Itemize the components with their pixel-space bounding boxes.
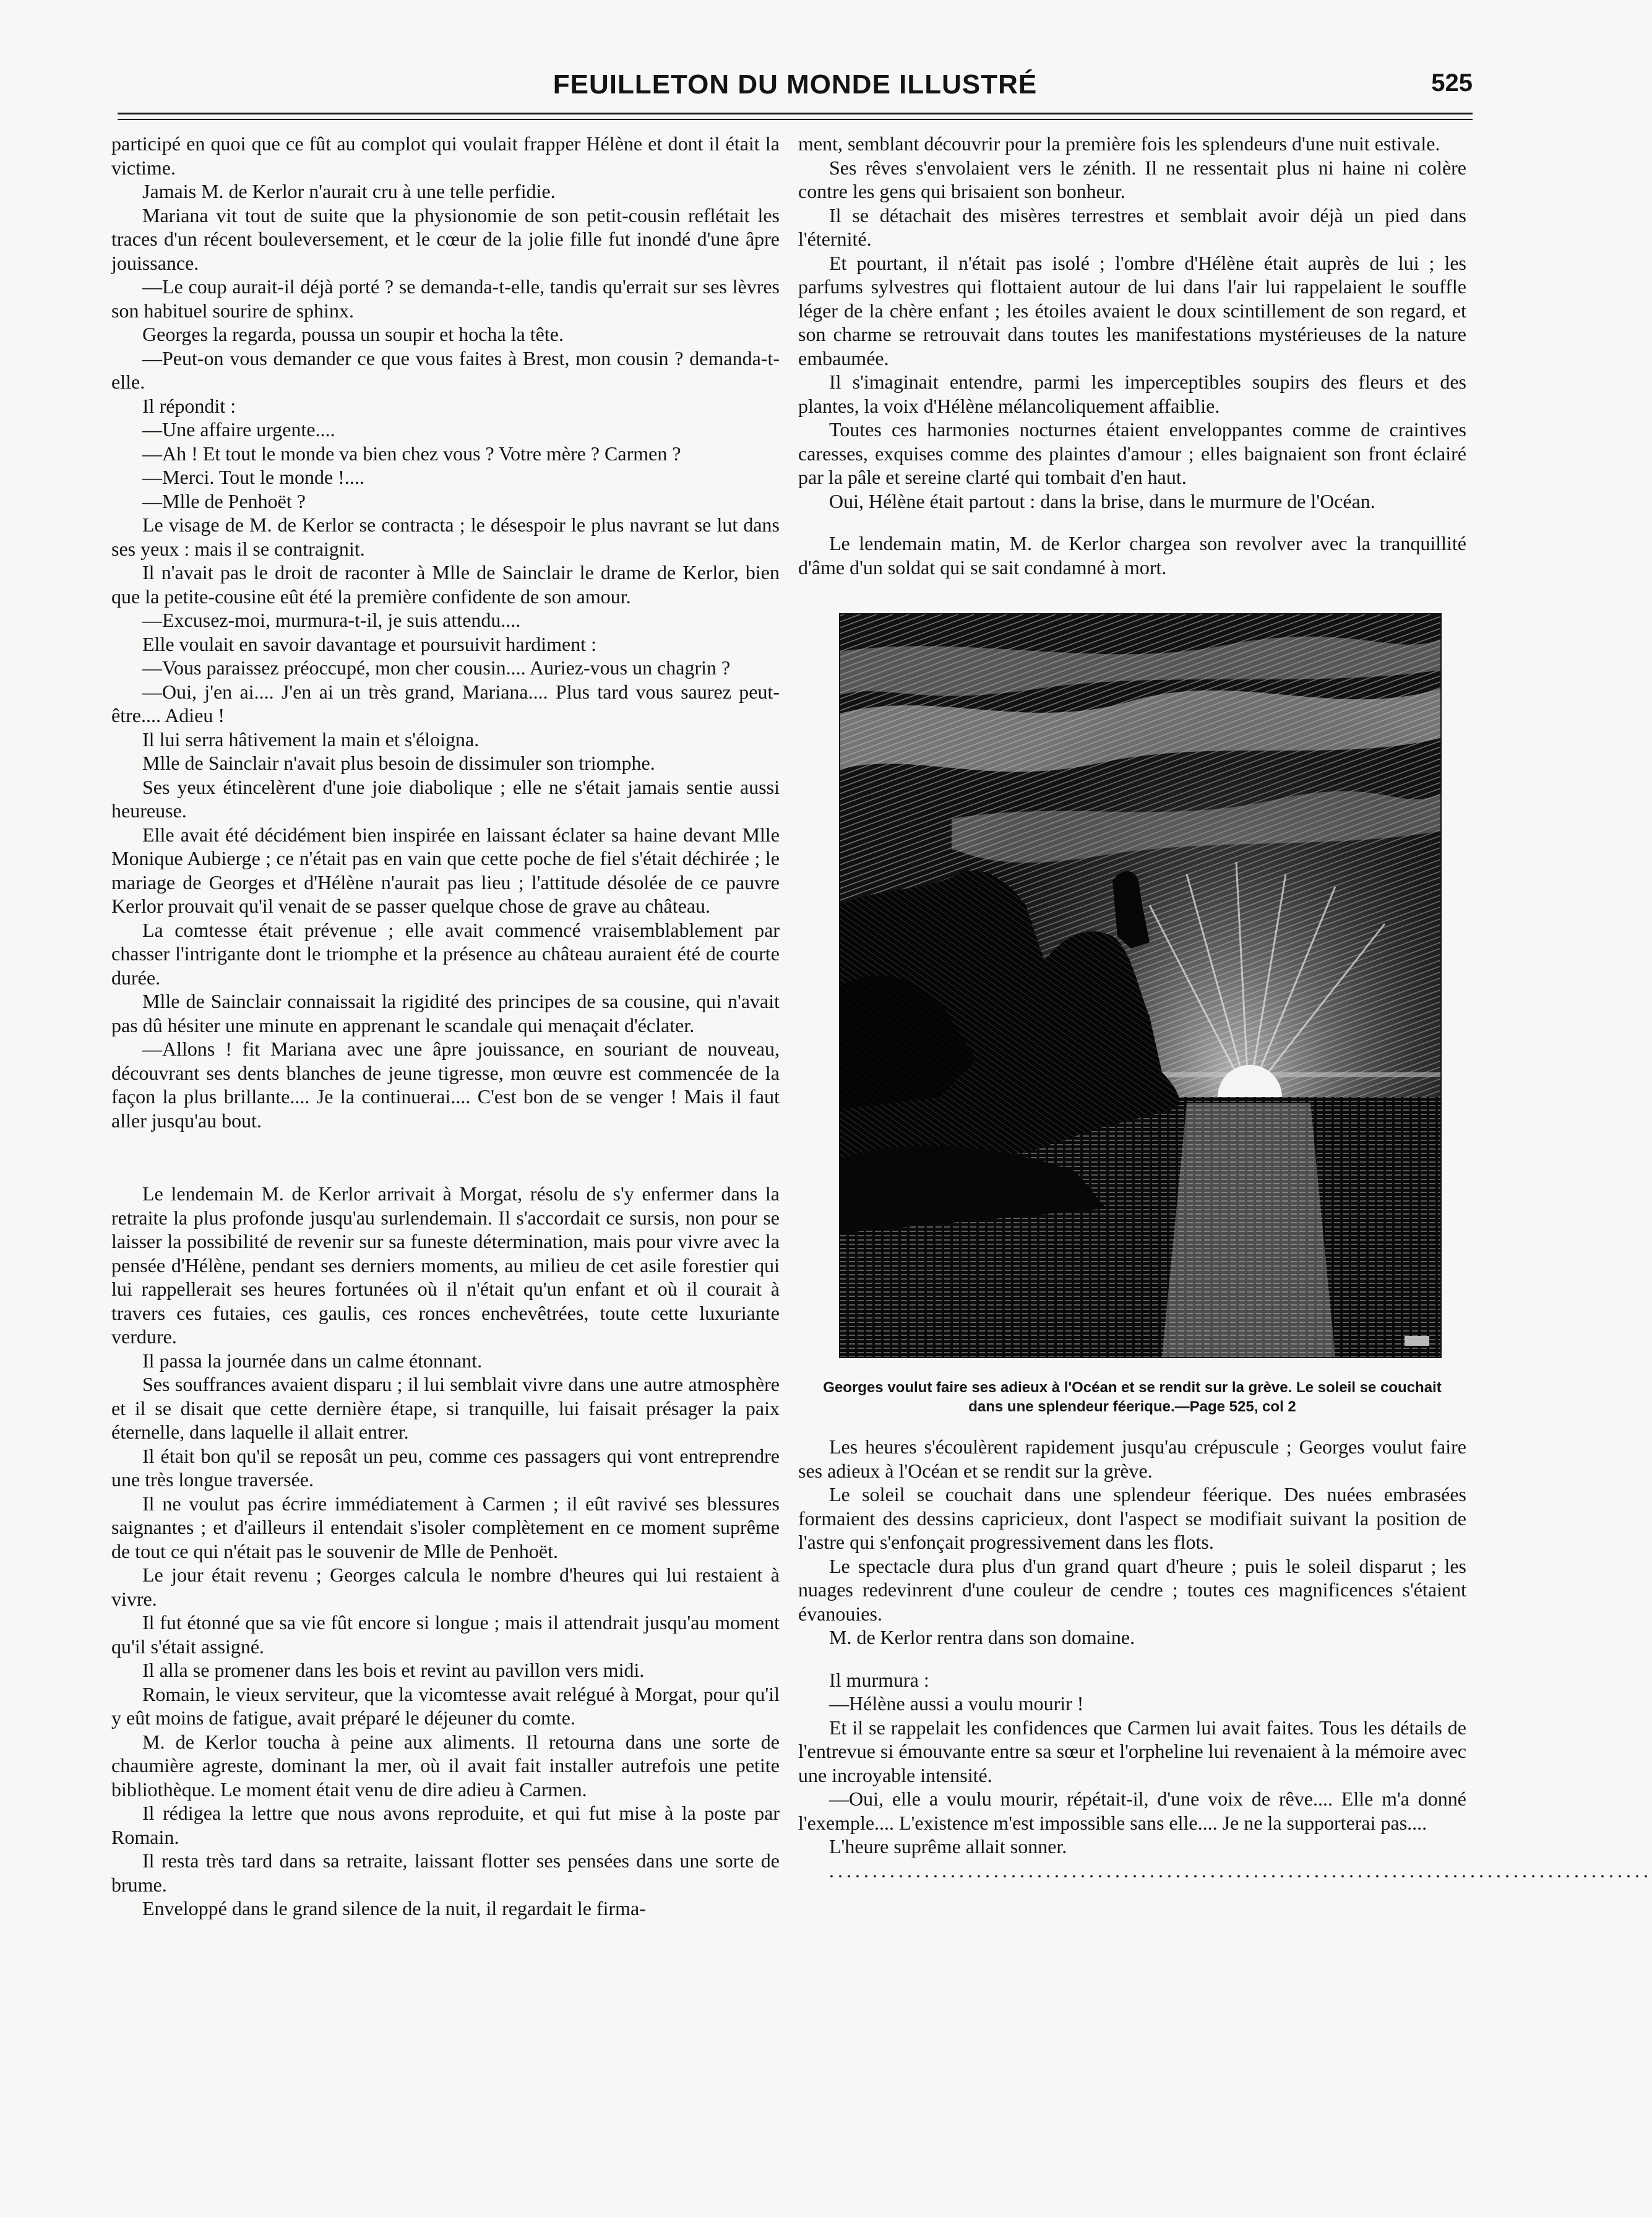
paragraph: Le lendemain M. de Kerlor arrivait à Morgat, résolu de s'y enfermer dans la retraite la plus profonde jusqu'au surlendemain. Il s'accordait ce sursis, non pour se laisser la possibilité de revenir sur sa funeste détermination, mais pour vivre avec la pensée d'Hélène, pendant ses derniers moments, au milieu de cet asile forestier qui lui rappellerait ses heures fortunées où il n'était qu'un enfant et où il courait à travers ces futaies, ces gaulis, ces ronces enchevêtrées, toute cette luxuriante verdure.: [111, 1182, 780, 1348]
paragraph: Mariana vit tout de suite que la physionomie de son petit-cousin reflétait les traces d'un récent bouleversement, et le cœur de la jolie fille fut inondé d'une âpre jouissance.: [111, 204, 780, 274]
paragraph: Il était bon qu'il se reposât un peu, comme ces passagers qui vont entreprendre une très longue traversée.: [111, 1444, 780, 1491]
paragraph: —Merci. Tout le monde !....: [142, 466, 364, 488]
paragraph: Il resta très tard dans sa retraite, laissant flotter ses pensées dans une sorte de brume.: [111, 1849, 780, 1896]
paragraph: L'heure suprême allait sonner.: [829, 1835, 1067, 1858]
paragraph: Les heures s'écoulèrent rapidement jusqu'au crépuscule ; Georges voulut faire ses adieux à l'Océan et se rendit sur la grève.: [798, 1436, 1466, 1482]
paragraph: Georges la regarda, poussa un soupir et hocha la tête.: [142, 323, 564, 345]
paragraph: —Mlle de Penhoët ?: [142, 489, 306, 512]
paragraph: Il murmura :: [829, 1668, 929, 1691]
paragraph: —Hélène aussi a voulu mourir !: [829, 1692, 1084, 1715]
paragraph: Il n'avait pas le droit de raconter à Mlle de Sainclair le drame de Kerlor, bien que la petite-cousine eût été la première confidente de son amour.: [111, 561, 780, 608]
spacer: [798, 1416, 1466, 1435]
paragraph: —Le coup aurait-il déjà porté ? se demanda-t-elle, tandis qu'errait sur ses lèvres son habituel sourire de sphinx.: [111, 275, 780, 322]
paragraph: Il fut étonné que sa vie fût encore si longue ; mais il attendrait jusqu'au moment qu'il s'était assigné.: [111, 1611, 780, 1658]
paragraph: Ses rêves s'envolaient vers le zénith. Il ne ressentait plus ni haine ni colère contre les gens qui brisaient son bonheur.: [798, 156, 1466, 202]
paragraph: Il alla se promener dans les bois et revint au pavillon vers midi.: [142, 1659, 645, 1681]
paragraph: Il s'imaginait entendre, parmi les imperceptibles soupirs des fleurs et des plantes, la voix d'Hélène mélancoliquement affaiblie.: [798, 371, 1466, 417]
header-rule: [118, 113, 1473, 114]
header-rule-double: [118, 119, 1473, 120]
paragraph: Le jour était revenu ; Georges calcula le nombre d'heures qui lui restaient à vivre.: [111, 1564, 780, 1610]
paragraph: Le visage de M. de Kerlor se contracta ; le désespoir le plus navrant se lut dans ses yeux : mais il se contraignit.: [111, 514, 780, 560]
section-break: [798, 1650, 1466, 1668]
page-header: [118, 69, 1473, 106]
paragraph: participé en quoi que ce fût au complot qui voulait frapper Hélène et dont il était la victime.: [111, 132, 780, 179]
page-number: 525: [1431, 69, 1473, 97]
paragraph: Il passa la journée dans un calme étonnant.: [142, 1349, 483, 1372]
section-break: [798, 513, 1466, 532]
artist-signature: [1405, 1336, 1429, 1346]
paragraph: Jamais M. de Kerlor n'aurait cru à une telle perfidie.: [142, 180, 556, 202]
paragraph: Mlle de Sainclair n'avait plus besoin de dissimuler son triomphe.: [142, 752, 655, 774]
paragraph: —Oui, j'en ai.... J'en ai un très grand, Mariana.... Plus tard vous saurez peut-être.... Adieu !: [111, 680, 780, 726]
paragraph: Et pourtant, il n'était pas isolé ; l'ombre d'Hélène était auprès de lui ; les parfums sylvestres qui flottaient autour de lui dans l'air lui rappelaient le souffle léger de la chère enfant ; les étoiles avaient le doux scintillement de son regard, et son charme se retrouvait dans toutes les manifestations mystérieuses de la nature embaumée.: [798, 251, 1466, 369]
paragraph: Mlle de Sainclair connaissait la rigidité des principes de sa cousine, qui n'avait pas dû hésiter une minute en apprenant le scandale qui menaçait d'éclater.: [111, 990, 780, 1036]
paragraph: —Allons ! fit Mariana avec une âpre jouissance, en souriant de nouveau, découvrant ses dents blanches de jeune tigresse, mon œuvre est commencée de la façon la plus brillante.... Je la continuerai.... C'est bon de se venger ! Mais il faut aller jusqu'au bout.: [111, 1038, 780, 1132]
paragraph: —Vous paraissez préoccupé, mon cher cousin.... Auriez-vous un chagrin ?: [142, 656, 731, 679]
paragraph: Le spectacle dura plus d'un grand quart d'heure ; puis le soleil disparut ; les nuages redevinrent d'une couleur de cendre ; toutes ces magnificences s'étaient évanouies.: [798, 1554, 1466, 1625]
paragraph: Ses yeux étincelèrent d'une joie diabolique ; elle ne s'était jamais sentie aussi heureuse.: [111, 775, 780, 822]
paragraph: M. de Kerlor toucha à peine aux aliments. Il retourna dans une sorte de chaumière agreste, dominant la mer, où il avait fait installer autrefois une petite bibliothèque. Le moment était venu de dire adieu à Carmen.: [111, 1730, 780, 1801]
sunset-seascape-engraving: [840, 614, 1440, 1357]
paragraph: —Excusez-moi, murmura-t-il, je suis attendu....: [142, 609, 521, 631]
right-column: [798, 132, 1652, 1882]
paragraph: Il ne voulut pas écrire immédiatement à Carmen ; il eût ravivé ses blessures saignantes ; et d'ailleurs il entendait s'isoler complètement en ce moment suprême de tout ce qui n'était pas le souvenir de Mlle de Penhoët.: [111, 1492, 780, 1562]
paragraph: —Ah ! Et tout le monde va bien chez vous ? Votre mère ? Carmen ?: [142, 442, 681, 465]
paragraph: La comtesse était prévenue ; elle avait commencé vraisemblablement par chasser l'intrigante dont le triomphe et la présence au château auraient été de courte durée.: [111, 918, 780, 989]
paragraph: Toutes ces harmonies nocturnes étaient enveloppantes comme de craintives caresses, exquises comme des plaintes d'amour ; elles baignaient son front éclairé par la pâle et sereine clarté qui tombait d'en haut.: [798, 418, 1466, 488]
illustration-caption: Georges voulut faire ses adieux à l'Océan et se rendit sur la grève. Le soleil se couchait dans une splendeur féerique.—Page 525, col 2: [823, 1379, 1442, 1415]
paragraph: Oui, Hélène était partout : dans la brise, dans le murmure de l'Océan.: [829, 489, 1375, 512]
paragraph: Elle voulait en savoir davantage et poursuivit hardiment :: [142, 632, 597, 655]
paragraph: —Une affaire urgente....: [142, 418, 335, 441]
paragraph: Il lui serra hâtivement la main et s'éloigna.: [142, 728, 480, 751]
left-column: [111, 132, 780, 1921]
paragraph: —Peut-on vous demander ce que vous faites à Brest, mon cousin ? demanda-t-elle.: [111, 347, 780, 393]
paragraph: Il se détachait des misères terrestres et semblait avoir déjà un pied dans l'éternité.: [798, 204, 1466, 250]
section-break: [111, 1132, 780, 1182]
paragraph: Elle avait été décidément bien inspirée en laissant éclater sa haine devant Mlle Monique Aubierge ; ce n'était pas en vain que cette poche de fiel s'était déchirée ; le mariage de Georges et d'Hélène n'aurait pas lieu ; l'attitude désolée de ce pauvre Kerlor prouvait qu'il venait de se passer quelque chose de grave au château.: [111, 823, 780, 917]
paragraph: M. de Kerlor rentra dans son domaine.: [829, 1626, 1135, 1648]
paragraph: ment, semblant découvrir pour la première fois les splendeurs d'une nuit estivale.: [798, 132, 1440, 155]
ellipsis-line: ...............................................................................................: [829, 1859, 1652, 1882]
paragraph: Ses souffrances avaient disparu ; il lui semblait vivre dans une autre atmosphère et il se disait que cette dernière étape, si tranquille, lui faisait présager la paix éternelle, dans laquelle il allait entrer.: [111, 1373, 780, 1443]
paragraph: Enveloppé dans le grand silence de la nuit, il regardait le firma-: [142, 1897, 646, 1919]
paragraph: Le soleil se couchait dans une splendeur féerique. Des nuées embrasées formaient des dessins capricieux, dont l'aspect se modifiait suivant la position de l'astre qui s'enfonçait progressivement dans les flots.: [798, 1483, 1466, 1553]
paragraph: Et il se rappelait les confidences que Carmen lui avait faites. Tous les détails de l'entrevue si émouvante entre sa sœur et l'orpheline lui revenaient à la mémoire avec une incroyable intensité.: [798, 1716, 1466, 1786]
paragraph: —Oui, elle a voulu mourir, répétait-il, d'une voix de rêve.... Elle m'a donné l'exemple.... L'existence m'est impossible sans elle.... Je ne la supporterai pas....: [798, 1788, 1466, 1834]
paragraph: Romain, le vieux serviteur, que la vicomtesse avait relégué à Morgat, pour qu'il y eût moins de fatigue, avait préparé le déjeuner du comte.: [111, 1682, 780, 1729]
engraving-illustration: [839, 613, 1442, 1358]
paragraph: Le lendemain matin, M. de Kerlor chargea son revolver avec la tranquillité d'âme d'un soldat qui se sait condamné à mort.: [798, 532, 1466, 579]
paragraph: Il rédigea la lettre que nous avons reproduite, et qui fut mise à la poste par Romain.: [111, 1802, 780, 1848]
newspaper-title: FEUILLETON DU MONDE ILLUSTRÉ: [553, 69, 1038, 100]
paragraph: Il répondit :: [142, 394, 236, 417]
